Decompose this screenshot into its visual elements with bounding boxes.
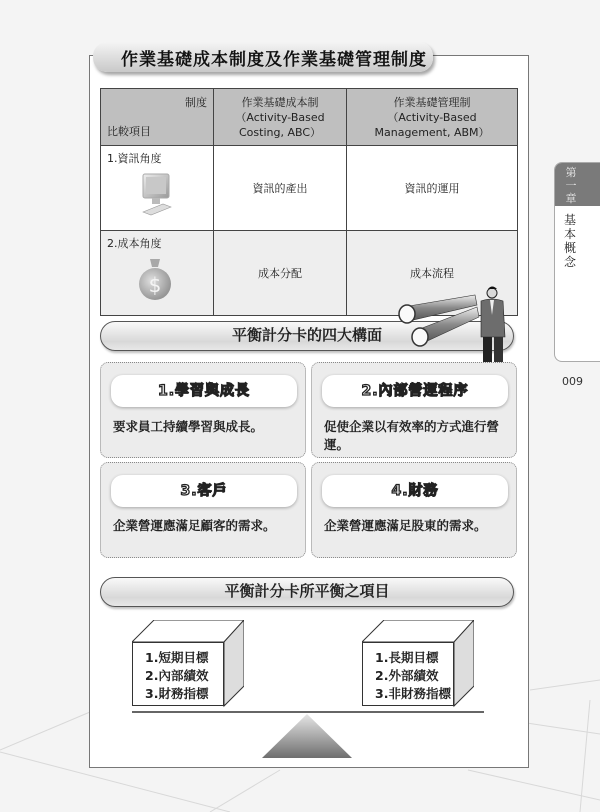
page-number: 009 [562,375,583,388]
row-label: 1.資訊角度 [107,152,162,165]
section-title: 作業基礎成本制度及作業基礎管理制度 [93,42,433,72]
abc-value-cell: 成本分配 [214,231,347,316]
perspective-heading: 4.財務 [322,475,508,507]
row-label-cell [101,231,214,316]
table-row [101,146,518,231]
corner-bottom-label: 比較項目 [107,125,151,138]
right-box-list: 1.長期目標 2.外部績效 3.非財務指標 [362,642,454,706]
chapter-title: 基 本 概 念 [564,213,577,269]
corner-top-label: 制度 [185,96,207,109]
left-balance-box [132,620,242,701]
perspective-card-customer [100,462,306,558]
row-label: 2.成本角度 [107,237,162,250]
chapter-number: 第 一 章 [555,163,600,206]
comparison-table [100,88,518,316]
svg-text:$: $ [148,273,162,297]
four-perspectives-banner: 平衡計分卡的四大構面 [100,321,514,351]
perspective-heading: 2.內部營運程序 [322,375,508,407]
left-box-list: 1.短期目標 2.內部績效 3.財務指標 [132,642,224,706]
perspective-description: 企業營運應滿足股東的需求。 [324,518,487,533]
chapter-side-tab[interactable] [554,162,600,362]
money-bag-icon [137,255,173,301]
perspective-description: 促使企業以有效率的方式進行營運。 [324,419,500,452]
right-balance-box [362,620,472,701]
abm-value-cell: 成本流程 [347,231,518,316]
balance-beam [132,711,484,713]
abc-value-cell: 資訊的產出 [214,146,347,231]
row-label-cell [101,146,214,231]
abm-value-cell: 資訊的運用 [347,146,518,231]
table-header-row [101,89,518,146]
column-header-abc: 作業基礎成本制 （Activity-Based Costing, ABC） [214,89,347,146]
perspective-description: 企業營運應滿足顧客的需求。 [113,518,276,533]
perspective-card-internal-process [311,362,517,458]
perspective-card-learning [100,362,306,458]
perspective-heading: 1.學習與成長 [111,375,297,407]
perspective-heading: 3.客戶 [111,475,297,507]
computer-icon [139,172,173,216]
corner-header-cell [101,89,214,146]
perspective-card-financial [311,462,517,558]
perspective-description: 要求員工持續學習與成長。 [113,419,264,434]
column-header-abm: 作業基礎管理制 （Activity-Based Management, ABM） [347,89,518,146]
balance-items-banner: 平衡計分卡所平衡之項目 [100,577,514,607]
